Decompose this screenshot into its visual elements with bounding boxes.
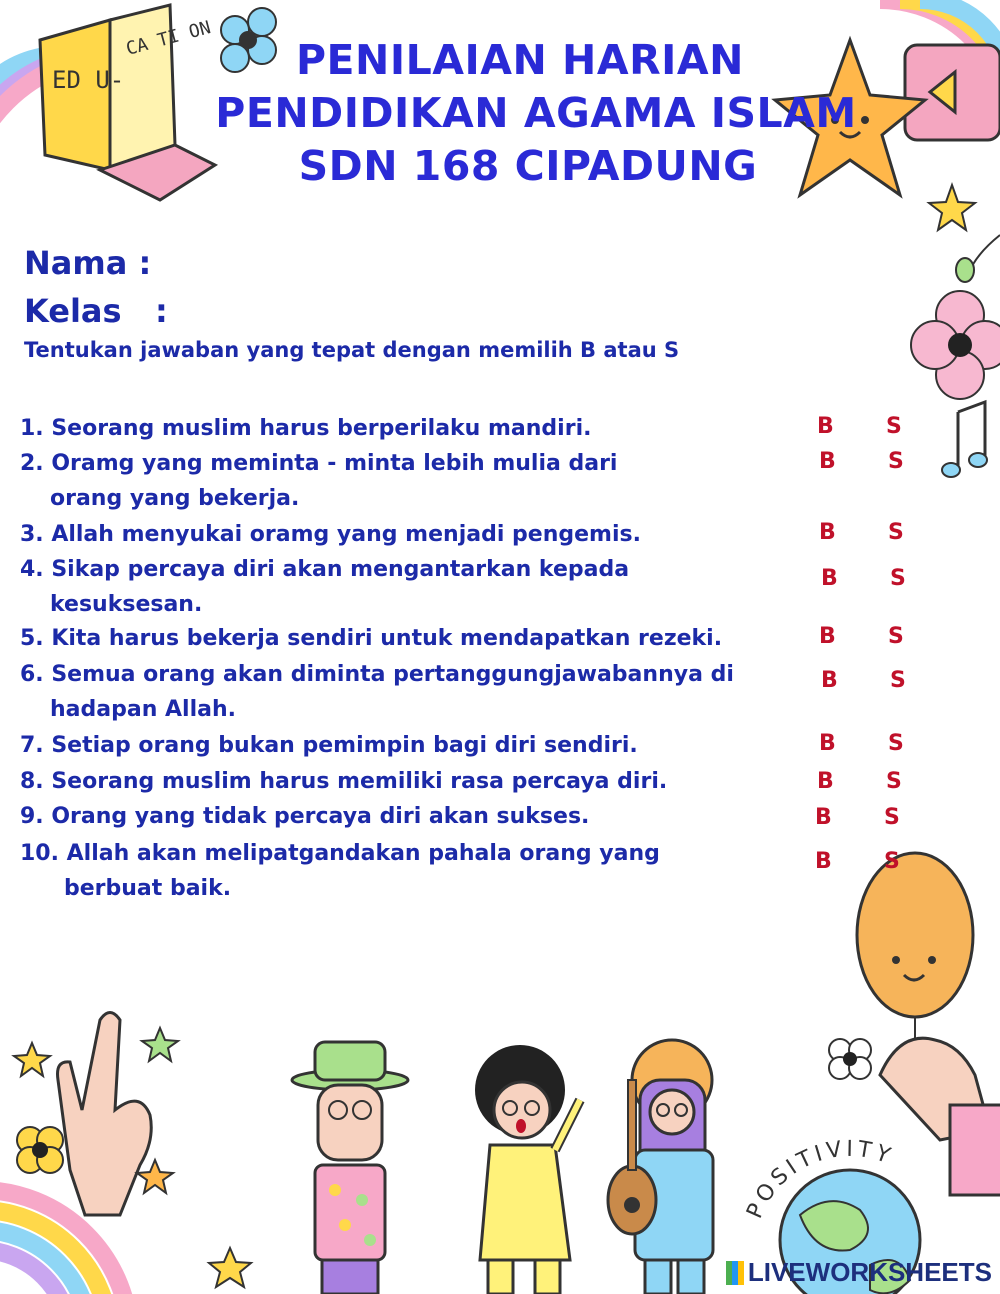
music-note-icon [942,402,987,477]
book-text-left: ED U- [52,66,125,94]
option-b-2[interactable]: B [819,449,836,474]
child-afro-icon [475,1045,580,1294]
option-b-4[interactable]: B [821,566,838,591]
option-b-10[interactable]: B [815,849,832,874]
yellow-flower-icon [17,1127,63,1173]
option-s-6[interactable]: S [890,668,906,693]
question-text: 3. Allah menyukai oramg yang menjadi pengemis. [20,522,641,547]
balloon-icon [857,853,973,1060]
question-text: 5. Kita harus bekerja sendiri untuk mendapatkan rezeki. [20,626,723,651]
rock-hand-icon [58,1013,152,1216]
question-text: 1. Seorang muslim harus berperilaku mandiri. [20,416,592,441]
option-s-1[interactable]: S [886,414,902,439]
option-s-2[interactable]: S [888,449,904,474]
option-b-5[interactable]: B [819,624,836,649]
question-text-continued: berbuat baik. [64,876,232,901]
question-6 [20,657,734,727]
globe-text: POSITIVITY [742,1136,898,1223]
page-title-line-2: PENDIDIKAN AGAMA ISLAM [215,89,857,137]
question-text: 8. Seorang muslim harus memiliki rasa percaya diri. [20,769,668,794]
option-s-3[interactable]: S [888,520,904,545]
hand-icon [880,1038,1000,1195]
question-9 [20,799,589,834]
child-with-hat-icon [292,1042,408,1294]
option-s-9[interactable]: S [884,805,900,830]
question-4 [20,552,629,622]
small-star-icon [929,185,975,230]
instruction-text: Tentukan jawaban yang tepat dengan memilih B atau S [24,338,680,362]
question-text: 10. Allah akan melipatgandakan pahala orang yang [20,841,660,866]
option-b-7[interactable]: B [819,731,836,756]
leaf-icon [956,235,1000,282]
option-b-3[interactable]: B [819,520,836,545]
white-flower-icon [829,1039,871,1079]
option-s-4[interactable]: S [890,566,906,591]
child-guitar-icon [608,1040,713,1294]
question-5 [20,621,722,656]
liveworksheets-logo-icon [726,1261,744,1285]
page-title-line-1: PENILAIAN HARIAN [296,36,744,84]
question-text-continued: kesuksesan. [50,592,203,617]
option-b-1[interactable]: B [817,414,834,439]
question-text: 6. Semua orang akan diminta pertanggungjawabannya di [20,662,734,687]
option-s-10[interactable]: S [884,849,900,874]
question-7 [20,728,638,763]
brand-text: LIVEWORKSHEETS [747,1257,992,1287]
question-2 [20,446,617,516]
option-b-9[interactable]: B [815,805,832,830]
page-title-line-3: SDN 168 CIPADUNG [298,142,758,190]
nama-label: Nama : [24,244,152,282]
book-text-right: CA TI ON [123,17,214,60]
pink-flower-icon [911,291,1000,399]
question-10 [20,836,660,906]
option-b-6[interactable]: B [821,668,838,693]
question-3 [20,517,641,552]
option-s-5[interactable]: S [888,624,904,649]
question-text-continued: orang yang bekerja. [50,486,300,511]
option-b-8[interactable]: B [817,769,834,794]
liveworksheets-brand[interactable] [726,1257,992,1288]
kelas-label: Kelas : [24,292,168,330]
question-1 [20,411,591,446]
question-text-continued: hadapan Allah. [50,697,236,722]
question-text: 2. Oramg yang meminta - minta lebih mulia dari [20,451,618,476]
question-8 [20,764,667,799]
option-s-7[interactable]: S [888,731,904,756]
question-text: 4. Sikap percaya diri akan mengantarkan kepada [20,557,630,582]
question-text: 9. Orang yang tidak percaya diri akan sukses. [20,804,590,829]
option-s-8[interactable]: S [886,769,902,794]
question-text: 7. Setiap orang bukan pemimpin bagi diri sendiri. [20,733,638,758]
